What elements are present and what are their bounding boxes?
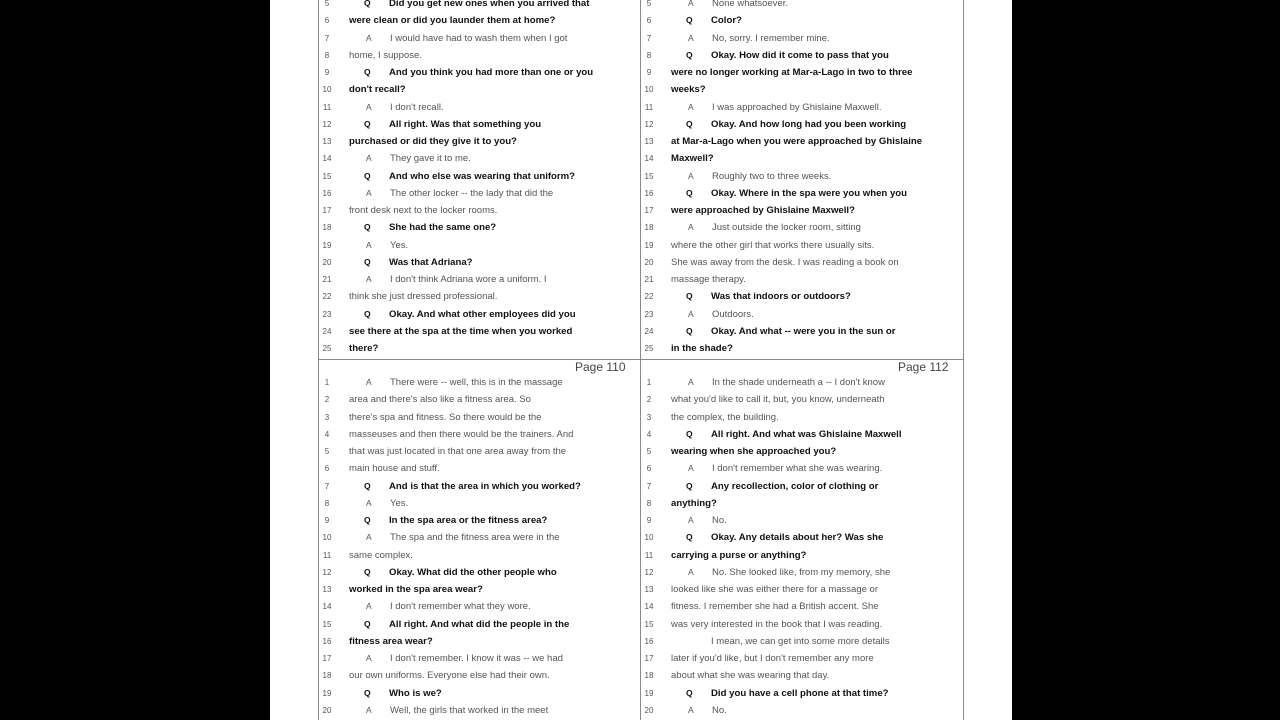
page-number-label: Page 110: [575, 360, 626, 374]
line-number: 21: [322, 275, 332, 284]
line-number: 20: [644, 257, 654, 267]
line-number: 24: [644, 326, 654, 336]
line-number: 11: [322, 550, 332, 560]
transcript-line: [640, 478, 963, 495]
line-number: 9: [324, 516, 330, 525]
line-number: 15: [322, 619, 332, 629]
transcript-line: [318, 460, 640, 477]
line-text: see there at the spa at the time when you worked: [349, 325, 573, 337]
transcript-line: [318, 116, 640, 133]
line-number: 10: [644, 533, 654, 543]
line-text: anything?: [671, 497, 717, 509]
line-number: 22: [322, 292, 332, 302]
line-number: 12: [322, 567, 332, 577]
line-number: 20: [322, 257, 332, 267]
transcript-line: [318, 547, 640, 564]
line-number: 19: [644, 240, 654, 250]
question-marker: Q: [686, 687, 693, 698]
line-text: In the shade underneath a -- I don't know: [712, 377, 885, 388]
question-marker: Q: [686, 49, 693, 60]
transcript-line: [640, 99, 963, 116]
line-number: 7: [646, 33, 652, 43]
line-text: They gave it to me.: [390, 153, 471, 165]
transcript-line: [640, 374, 963, 391]
transcript-line: [318, 237, 640, 254]
question-marker: Q: [364, 480, 371, 491]
line-number: 16: [644, 188, 654, 198]
line-number: 17: [644, 654, 654, 663]
answer-marker: A: [688, 170, 694, 181]
answer-marker: A: [688, 101, 694, 112]
line-text: I don't remember what they wore.: [390, 601, 531, 613]
transcript-line: [640, 667, 963, 684]
line-text: Did you have a cell phone at that time?: [711, 687, 889, 699]
line-number: 24: [322, 326, 332, 336]
question-marker: Q: [364, 222, 371, 233]
line-number: 4: [646, 429, 652, 439]
answer-marker: A: [366, 32, 372, 43]
line-number: 11: [322, 102, 332, 112]
answer-marker: A: [688, 515, 694, 525]
line-text: Okay. And what other employees did you: [389, 308, 576, 320]
line-number: 19: [644, 688, 654, 698]
line-number: 15: [644, 171, 654, 181]
line-text: Did you get new ones when you arrived that: [389, 0, 590, 9]
line-text: looked like she was either there for a massage or: [671, 584, 878, 595]
transcript-line: [318, 667, 640, 684]
line-number: 14: [322, 154, 332, 164]
line-number: 7: [324, 481, 330, 491]
line-text: I was approached by Ghislaine Maxwell.: [712, 101, 882, 113]
transcript-line: [318, 581, 640, 598]
line-number: 17: [644, 206, 654, 215]
line-number: 6: [646, 16, 652, 26]
line-number: 3: [324, 412, 330, 422]
answer-marker: A: [366, 239, 372, 250]
transcript-line: [318, 306, 640, 323]
line-text: No, sorry. I remember mine.: [712, 32, 830, 44]
line-text: No.: [712, 704, 727, 716]
transcript-line: [640, 30, 963, 47]
transcript-line: [640, 443, 963, 460]
line-number: 8: [324, 498, 330, 508]
answer-marker: A: [366, 153, 372, 164]
line-text: in the shade?: [671, 343, 733, 354]
line-text: I mean, we can get into some more details: [711, 635, 890, 647]
line-text: All right. And what did the people in the: [389, 618, 570, 630]
transcript-line: [318, 616, 640, 633]
line-number: 14: [322, 602, 332, 612]
transcript-sheet: [270, 0, 1012, 720]
line-text: the complex, the building.: [671, 411, 779, 423]
answer-marker: A: [688, 463, 694, 474]
line-number: 2: [324, 395, 330, 405]
line-text: were no longer working at Mar-a-Lago in two to three: [671, 67, 913, 78]
line-number: 12: [322, 119, 332, 129]
question-marker: Q: [364, 256, 371, 267]
line-number: 19: [322, 688, 332, 698]
transcript-line: [640, 288, 963, 305]
answer-marker: A: [366, 187, 372, 198]
transcript-line: [318, 271, 640, 288]
transcript-line: [318, 409, 640, 426]
transcript-line: [640, 633, 963, 650]
line-number: 23: [644, 309, 654, 319]
page-number-label: Page 112: [898, 360, 949, 374]
transcript-line: [318, 478, 640, 495]
transcript-line: [640, 650, 963, 667]
line-number: 6: [646, 464, 652, 474]
line-text: I don't remember what she was wearing.: [712, 463, 883, 475]
line-text: No.: [712, 515, 727, 526]
line-number: 9: [324, 68, 330, 77]
transcript-line: [640, 81, 963, 98]
transcript-line: [318, 443, 640, 460]
transcript-line: [318, 219, 640, 236]
question-marker: Q: [364, 687, 371, 698]
line-text: that was just located in that one area away from the: [349, 446, 567, 457]
line-number: 5: [324, 0, 330, 8]
question-marker: Q: [686, 15, 693, 26]
transcript-line: [318, 254, 640, 271]
line-text: Who is we?: [389, 687, 442, 699]
line-text: was very interested in the book that I was reading.: [671, 618, 883, 630]
line-number: 7: [324, 33, 330, 43]
question-marker: Q: [364, 618, 371, 629]
transcript-line: [640, 547, 963, 564]
line-number: 1: [646, 378, 652, 387]
line-text: Okay. And what -- were you in the sun or: [711, 325, 896, 337]
question-marker: Q: [364, 67, 371, 77]
line-text: there?: [349, 343, 379, 354]
transcript-line: [318, 30, 640, 47]
line-number: 20: [322, 705, 332, 715]
answer-marker: A: [366, 601, 372, 612]
line-text: And you think you had more than one or you: [389, 67, 594, 78]
transcript-line: [318, 12, 640, 29]
line-number: 11: [644, 550, 654, 560]
line-number: 25: [644, 344, 654, 353]
line-text: Okay. How did it come to pass that you: [711, 49, 889, 61]
answer-marker: A: [366, 274, 372, 284]
answer-marker: A: [366, 704, 372, 715]
line-number: 23: [322, 309, 332, 319]
transcript-line: [640, 495, 963, 512]
transcript-line: [640, 0, 963, 12]
answer-marker: A: [366, 101, 372, 112]
transcript-line: [640, 340, 963, 357]
transcript-line: [318, 426, 640, 443]
answer-marker: A: [688, 222, 694, 233]
line-text: Yes.: [390, 239, 409, 251]
line-text: She had the same one?: [389, 222, 497, 234]
transcript-line: [318, 323, 640, 340]
transcript-line: [640, 529, 963, 546]
line-text: And who else was wearing that uniform?: [389, 170, 576, 182]
transcript-line: [640, 202, 963, 219]
transcript-line: [640, 460, 963, 477]
line-text: None whatsoever.: [712, 0, 789, 9]
line-text: think she just dressed professional.: [349, 291, 498, 303]
line-number: 25: [322, 344, 332, 353]
line-text: there's spa and fitness. So there would be the: [349, 411, 542, 423]
line-number: 16: [322, 636, 332, 646]
transcript-line: [318, 202, 640, 219]
line-number: 8: [646, 50, 652, 60]
line-text: later if you'd like, but I don't remember any more: [671, 653, 874, 664]
line-text: were approached by Ghislaine Maxwell?: [671, 205, 855, 216]
question-marker: Q: [686, 291, 693, 302]
transcript-line: [640, 150, 963, 167]
line-text: Was that indoors or outdoors?: [711, 291, 851, 303]
transcript-line: [640, 426, 963, 443]
line-number: 1: [324, 378, 330, 387]
line-number: 19: [322, 240, 332, 250]
line-number: 10: [322, 85, 332, 95]
transcript-line: [318, 685, 640, 702]
line-number: 10: [644, 85, 654, 95]
line-text: area and there's also like a fitness area. So: [349, 394, 531, 406]
transcript-line: [640, 323, 963, 340]
line-text: home, I suppose.: [349, 49, 422, 61]
line-number: 17: [322, 206, 332, 215]
line-number: 10: [322, 533, 332, 543]
line-number: 2: [646, 395, 652, 405]
column-divider: [963, 0, 964, 720]
question-marker: Q: [364, 0, 371, 8]
transcript-line: [318, 168, 640, 185]
line-number: 13: [322, 137, 332, 146]
line-text: fitness area wear?: [349, 635, 433, 647]
line-text: Okay. And how long had you been working: [711, 118, 907, 130]
transcript-line: [318, 64, 640, 81]
line-text: Okay. Any details about her? Was she: [711, 532, 884, 544]
line-text: Outdoors.: [712, 308, 754, 320]
answer-marker: A: [688, 704, 694, 715]
line-number: 18: [644, 671, 654, 681]
transcript-line: [640, 116, 963, 133]
line-number: 13: [644, 585, 654, 594]
line-text: at Mar-a-Lago when you were approached by Ghislaine: [671, 136, 923, 147]
answer-marker: A: [366, 532, 372, 543]
question-marker: Q: [686, 325, 693, 336]
line-number: 12: [644, 567, 654, 577]
transcript-line: [318, 133, 640, 150]
question-marker: Q: [364, 566, 371, 577]
question-marker: Q: [686, 480, 693, 491]
line-number: 17: [322, 654, 332, 663]
transcript-line: [318, 374, 640, 391]
line-number: 21: [644, 275, 654, 284]
line-text: worked in the spa area wear?: [349, 584, 483, 595]
line-number: 14: [644, 154, 654, 164]
line-text: There were -- well, this is in the massage: [390, 377, 563, 388]
transcript-line: [318, 495, 640, 512]
line-number: 13: [644, 137, 654, 146]
line-number: 14: [644, 602, 654, 612]
transcript-line: [640, 581, 963, 598]
transcript-line: [640, 133, 963, 150]
line-text: All right. Was that something you: [389, 118, 542, 130]
transcript-line: [640, 254, 963, 271]
line-number: 15: [322, 171, 332, 181]
answer-marker: A: [366, 497, 372, 508]
transcript-line: [640, 219, 963, 236]
transcript-line: [318, 150, 640, 167]
answer-marker: A: [688, 377, 694, 387]
line-text: don't recall?: [349, 84, 406, 96]
line-number: 4: [324, 429, 330, 439]
transcript-line: [318, 529, 640, 546]
line-number: 5: [324, 447, 330, 456]
line-number: 8: [646, 498, 652, 508]
transcript-line: [640, 306, 963, 323]
line-text: All right. And what was Ghislaine Maxwell: [711, 428, 902, 440]
question-marker: Q: [364, 170, 371, 181]
line-text: purchased or did they give it to you?: [349, 136, 517, 147]
page-divider: [318, 359, 964, 360]
line-number: 18: [644, 223, 654, 233]
answer-marker: A: [688, 308, 694, 319]
line-text: In the spa area or the fitness area?: [389, 515, 548, 526]
line-text: And is that the area in which you worked?: [389, 480, 581, 492]
line-text: massage therapy.: [671, 274, 746, 285]
transcript-line: [318, 391, 640, 408]
transcript-line: [640, 271, 963, 288]
transcript-line: [640, 168, 963, 185]
transcript-line: [640, 616, 963, 633]
transcript-line: [318, 633, 640, 650]
line-number: 7: [646, 481, 652, 491]
line-number: 13: [322, 585, 332, 594]
line-text: I don't remember. I know it was -- we had: [390, 653, 563, 664]
transcript-line: [640, 47, 963, 64]
transcript-line: [640, 598, 963, 615]
transcript-line: [640, 12, 963, 29]
question-marker: Q: [686, 428, 693, 439]
transcript-line: [318, 81, 640, 98]
line-number: 9: [646, 68, 652, 77]
line-text: Okay. What did the other people who: [389, 566, 557, 578]
transcript-line: [318, 47, 640, 64]
line-text: main house and stuff.: [349, 463, 440, 475]
line-text: about what she was wearing that day.: [671, 670, 830, 682]
line-text: Well, the girls that worked in the meet: [390, 704, 549, 716]
line-number: 11: [644, 102, 654, 112]
line-number: 16: [322, 188, 332, 198]
transcript-line: [318, 564, 640, 581]
line-text: Yes.: [390, 497, 409, 509]
answer-marker: A: [688, 0, 694, 8]
transcript-line: [318, 512, 640, 529]
line-text: carrying a purse or anything?: [671, 549, 807, 561]
line-text: weeks?: [671, 84, 706, 96]
line-number: 15: [644, 619, 654, 629]
line-text: She was away from the desk. I was reading a book on: [671, 256, 899, 268]
line-text: Just outside the locker room, sitting: [712, 222, 861, 234]
line-number: 5: [646, 447, 652, 456]
line-text: our own uniforms. Everyone else had their own.: [349, 670, 550, 682]
line-text: Any recollection, color of clothing or: [711, 480, 879, 492]
answer-marker: A: [366, 377, 372, 387]
transcript-line: [318, 650, 640, 667]
transcript-line: [640, 64, 963, 81]
line-text: where the other girl that works there usually sits.: [671, 239, 875, 251]
transcript-line: [640, 512, 963, 529]
answer-marker: A: [688, 566, 694, 577]
line-text: fitness. I remember she had a British accent. She: [671, 601, 879, 613]
line-text: I don't think Adriana wore a uniform. I: [390, 274, 547, 285]
question-marker: Q: [364, 118, 371, 129]
transcript-line: [640, 702, 963, 719]
question-marker: Q: [364, 515, 371, 525]
line-number: 8: [324, 50, 330, 60]
line-number: 22: [644, 292, 654, 302]
line-text: No. She looked like, from my memory, she: [712, 566, 891, 578]
transcript-line: [318, 0, 640, 12]
transcript-line: [640, 185, 963, 202]
line-text: masseuses and then there would be the trainers. And: [349, 428, 574, 440]
question-marker: Q: [686, 187, 693, 198]
line-number: 3: [646, 412, 652, 422]
transcript-line: [640, 237, 963, 254]
line-text: Was that Adriana?: [389, 256, 473, 268]
line-text: same complex.: [349, 549, 413, 561]
line-text: Maxwell?: [671, 153, 714, 165]
transcript-line: [318, 185, 640, 202]
transcript-line: [318, 340, 640, 357]
line-number: 6: [324, 16, 330, 26]
line-text: Roughly two to three weeks.: [712, 170, 832, 182]
line-number: 5: [646, 0, 652, 8]
transcript-line: [318, 598, 640, 615]
line-text: were clean or did you launder them at home?: [349, 15, 556, 27]
line-number: 9: [646, 516, 652, 525]
line-number: 18: [322, 223, 332, 233]
question-marker: Q: [686, 532, 693, 543]
line-text: front desk next to the locker rooms.: [349, 205, 498, 216]
line-number: 6: [324, 464, 330, 474]
line-number: 12: [644, 119, 654, 129]
transcript-line: [318, 99, 640, 116]
line-number: 20: [644, 705, 654, 715]
line-text: wearing when she approached you?: [671, 446, 837, 457]
line-text: I would have had to wash them when I got: [390, 32, 568, 44]
transcript-line: [640, 685, 963, 702]
answer-marker: A: [366, 653, 372, 663]
transcript-line: [640, 409, 963, 426]
question-marker: Q: [364, 308, 371, 319]
line-text: Okay. Where in the spa were you when you: [711, 187, 908, 199]
line-text: I don't recall.: [390, 101, 444, 113]
line-text: what you'd like to call it, but, you know, underneath: [671, 394, 885, 406]
line-number: 18: [322, 671, 332, 681]
line-text: Color?: [711, 15, 742, 27]
line-text: The spa and the fitness area were in the: [390, 532, 560, 544]
transcript-line: [318, 288, 640, 305]
line-text: The other locker -- the lady that did the: [390, 187, 554, 199]
question-marker: Q: [686, 118, 693, 129]
transcript-line: [640, 564, 963, 581]
transcript-line: [318, 702, 640, 719]
line-number: 16: [644, 636, 654, 646]
answer-marker: A: [688, 32, 694, 43]
transcript-line: [640, 391, 963, 408]
